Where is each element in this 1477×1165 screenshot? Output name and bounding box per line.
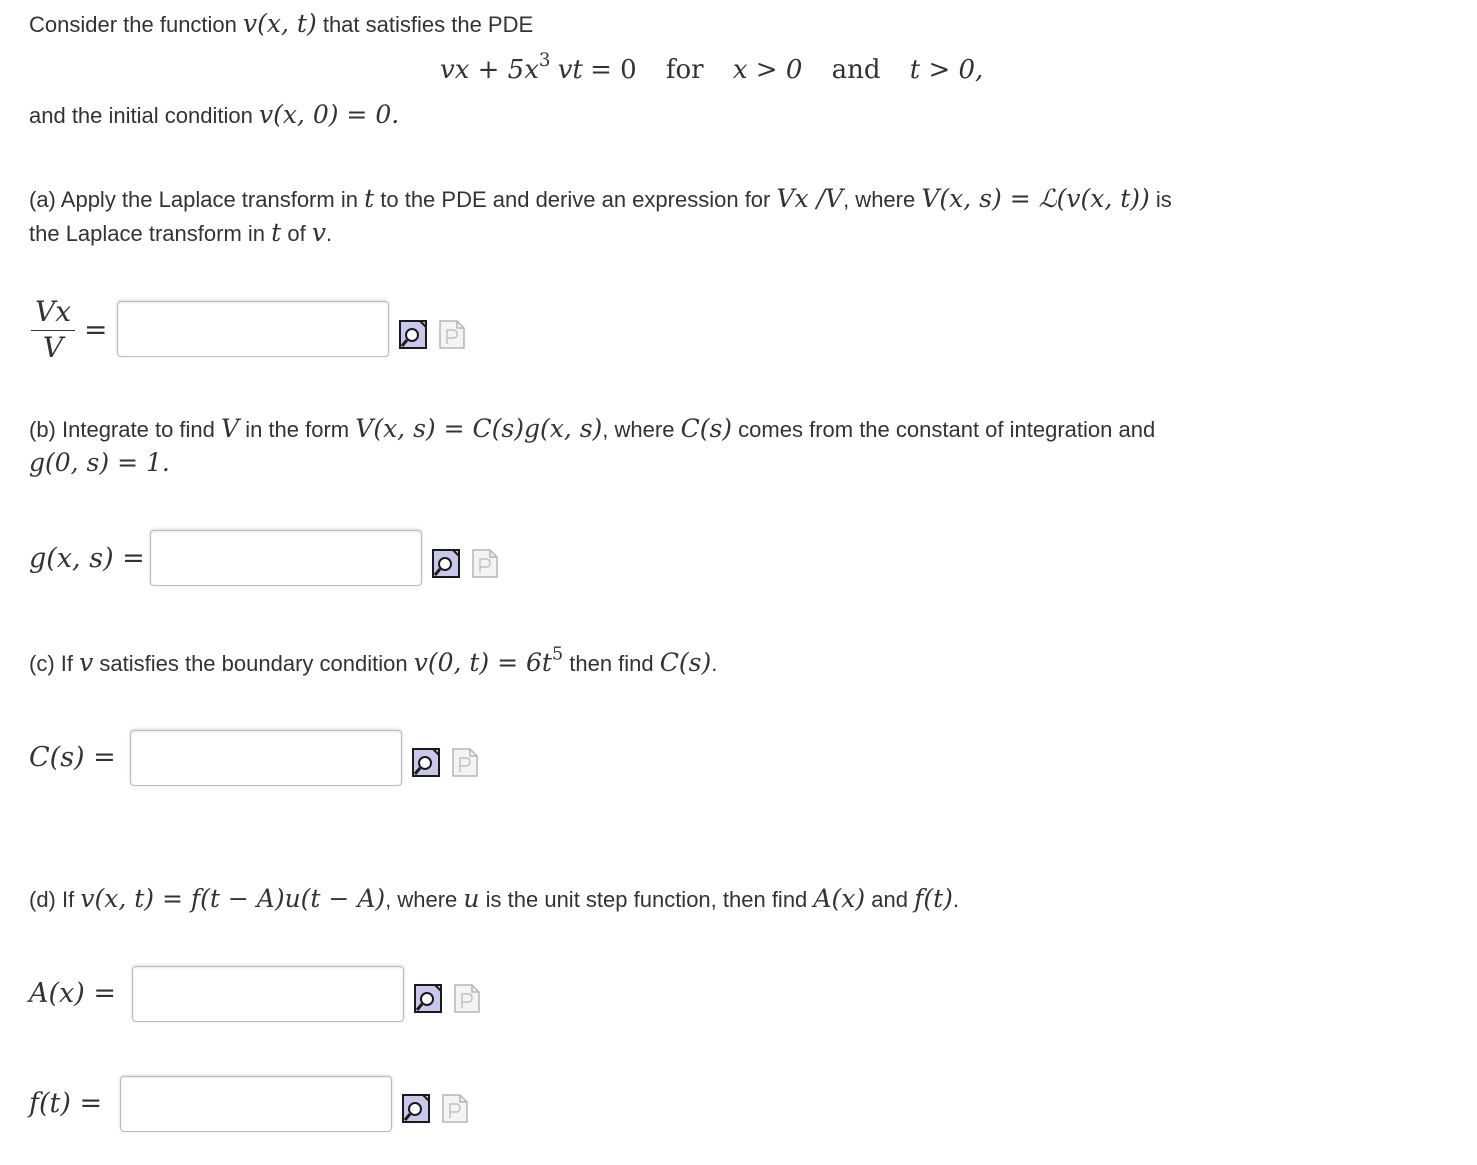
part-c-bc — [413, 644, 564, 677]
part-d-line — [29, 886, 959, 911]
fraction-vx-over-v — [31, 296, 75, 365]
part-a-line1 — [29, 186, 1172, 211]
init-prefix: and the initial condition — [29, 103, 253, 128]
part-c-bc-base: v(0, t) = 6t — [413, 648, 552, 677]
pde-cond-t: t > 0, — [909, 55, 984, 85]
part-c-line — [29, 644, 718, 677]
part-c-Cs: C(s) — [659, 648, 712, 677]
part-c-text2: satisfies the boundary condition — [99, 651, 408, 676]
f-label: f(t) = — [29, 1088, 103, 1119]
part-d-expr: v(x, t) = f(t − A)u(t − A) — [80, 884, 386, 913]
part-a-line2-end: . — [325, 221, 333, 246]
part-d-ft: f(t) — [914, 884, 953, 913]
preview-icon[interactable] — [413, 982, 443, 1014]
part-c-bc-exp: 5 — [551, 644, 564, 665]
part-a-def: V(x, s) = ℒ(v(x, t)) — [921, 184, 1150, 213]
preview-icon[interactable] — [411, 746, 441, 778]
part-b-form: V(x, s) = C(s)g(x, s) — [355, 414, 603, 443]
part-a-text3: , where — [843, 187, 916, 212]
initial-condition-line — [29, 102, 399, 127]
intro-prefix: Consider the function — [29, 12, 237, 37]
equation-editor-icon[interactable] — [470, 547, 500, 579]
fraction-numerator: Vx — [31, 296, 75, 331]
pde-for: for — [665, 55, 704, 85]
answer-d-f-input[interactable] — [120, 1076, 392, 1132]
part-c-text1: (c) If — [29, 651, 73, 676]
part-a-text1: (a) Apply the Laplace transform in — [29, 187, 358, 212]
init-expr: v(x, 0) = 0. — [258, 100, 400, 129]
part-b-line2 — [29, 450, 170, 475]
part-d-text4: and — [871, 887, 908, 912]
pde-equation — [440, 50, 984, 85]
pde-rhs: = 0 — [590, 55, 637, 85]
part-c-text3: then find — [569, 651, 654, 676]
part-d-u: u — [463, 884, 480, 913]
answer-c-input[interactable] — [130, 730, 402, 786]
part-b-text4: comes from the constant of integration and — [738, 417, 1156, 442]
part-a-line2-t: t — [271, 218, 282, 247]
intro-suffix: that satisfies the PDE — [322, 12, 534, 37]
part-a-line2-text: the Laplace transform in — [29, 221, 266, 246]
preview-icon[interactable] — [431, 547, 461, 579]
part-b-Cs: C(s) — [680, 414, 733, 443]
C-label: C(s) = — [29, 742, 116, 773]
intro-line — [29, 11, 533, 36]
g-label: g(x, s) = — [29, 543, 145, 574]
intro-func: v(x, t) — [243, 9, 317, 38]
part-d-text1: (d) If — [29, 887, 75, 912]
answer-d-A-input[interactable] — [132, 966, 404, 1022]
part-b-text2: in the form — [245, 417, 350, 442]
equation-editor-icon[interactable] — [452, 982, 482, 1014]
fraction-denominator: V — [42, 331, 64, 364]
answer-a-input[interactable] — [117, 301, 389, 357]
pde-term: vt — [557, 55, 583, 85]
part-a-equals: = — [84, 313, 108, 346]
answer-b-input[interactable] — [150, 530, 422, 586]
pde-cond-x: x > 0 — [732, 55, 803, 85]
part-b-line1 — [29, 416, 1155, 441]
part-b-line2: g(0, s) = 1. — [29, 448, 170, 477]
part-d-end: . — [952, 887, 959, 912]
part-b-text1: (b) Integrate to find — [29, 417, 215, 442]
preview-icon[interactable] — [401, 1092, 431, 1124]
part-d-text3: is the unit step function, then find — [485, 887, 808, 912]
pde-and: and — [831, 55, 881, 85]
part-d-text2: , where — [385, 887, 458, 912]
equation-editor-icon[interactable] — [437, 318, 467, 350]
part-c-v: v — [79, 648, 94, 677]
part-b-text3: , where — [602, 417, 675, 442]
part-a-ratio: Vx /V — [776, 184, 844, 213]
pde-exponent: 3 — [538, 50, 551, 72]
part-c-end: . — [711, 651, 718, 676]
pde-lhs: vx + 5x — [440, 55, 539, 85]
equation-editor-icon[interactable] — [450, 746, 480, 778]
part-d-Ax: A(x) — [813, 884, 866, 913]
part-a-line2-v: v — [311, 218, 326, 247]
part-a-text4: is — [1155, 187, 1172, 212]
A-label: A(x) = — [29, 978, 116, 1009]
part-a-line2-of: of — [287, 221, 306, 246]
part-a-text2: to the PDE and derive an expression for — [380, 187, 771, 212]
part-a-tvar: t — [364, 184, 375, 213]
part-b-V: V — [221, 414, 240, 443]
equation-editor-icon[interactable] — [440, 1092, 470, 1124]
part-a-line2 — [29, 220, 332, 245]
preview-icon[interactable] — [398, 318, 428, 350]
